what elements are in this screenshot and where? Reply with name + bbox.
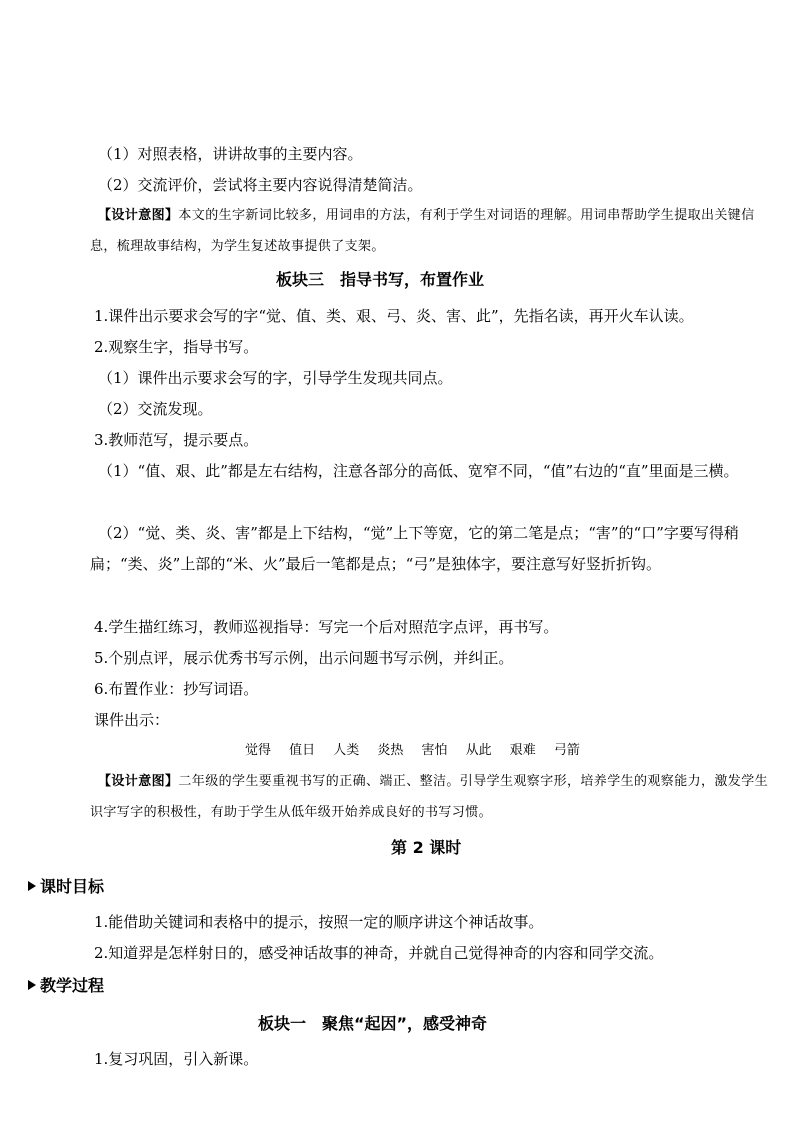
step-5-review: 5.个别点评，展示优秀书写示例，出示问题书写示例，并纠正。 (94, 649, 514, 667)
lesson-goals-heading: 课时目标 (28, 876, 104, 898)
design-intent-text: 本文的生字新词比较多，用词串的方法，有利于学生对词语的理解。用词串帮助学生提取出关键信息，梳理故事结构，为学生复述故事提供了支架。 (90, 208, 755, 254)
design-intent-text: 二年级的学生要重视书写的正确、端正、整洁。引导学生观察字形，培养学生的观察能力，激发学生识字写字的积极性，有助于学生从低年级开始养成良好的书写习惯。 (90, 774, 769, 820)
design-intent-2 (90, 766, 770, 828)
teaching-process-heading: 教学过程 (28, 975, 104, 997)
block-1-step-1: 1.复习巩固，引入新课。 (94, 1050, 259, 1068)
step-2-sub-1: （1）课件出示要求会写的字，引导学生发现共同点。 (98, 369, 453, 387)
design-intent-1 (90, 200, 770, 262)
step-3-sub-1: （1）“值、艰、此”都是左右结构，注意各部分的高低、宽窄不同，“值”右边的“直”里面是三横。 (98, 462, 739, 480)
block-3-title: 板块三 指导书写，布置作业 (276, 270, 485, 289)
step-1-courseware: 1.课件出示要求会写的字“觉、值、类、艰、弓、炎、害、此”，先指名读，再开火车认读。 (94, 307, 694, 325)
word-list: 觉得 值日 人类 炎热 害怕 从此 艰难 弓箭 (245, 743, 580, 758)
courseware-label: 课件出示： (94, 711, 170, 729)
design-intent-tag: 【设计意图】 (98, 774, 179, 789)
step-3-sub-2: （2）“觉、类、炎、害”都是上下结构，“觉”上下等宽，它的第二笔是点；“害”的“口”字要写得稍扁；“类、炎”上部的“米、火”最后一笔都是点；“弓”是独体字，要注意写好竖折折钩。 (90, 524, 739, 573)
design-intent-tag: 【设计意图】 (98, 208, 179, 223)
lesson-2-title: 第 2 课时 (391, 838, 462, 857)
triangle-bullet-icon (28, 980, 36, 990)
step-4-practice: 4.学生描红练习，教师巡视指导：写完一个后对照范字点评，再书写。 (94, 618, 559, 636)
step-2-observe: 2.观察生字，指导书写。 (94, 338, 259, 356)
step-6-homework: 6.布置作业：抄写词语。 (94, 680, 259, 698)
step-3-demo: 3.教师范写，提示要点。 (94, 431, 259, 449)
step-exchange-evaluate: （2）交流评价，尝试将主要内容说得清楚简洁。 (98, 176, 423, 194)
step-compare-table: （1）对照表格，讲讲故事的主要内容。 (98, 145, 363, 163)
goal-1: 1.能借助关键词和表格中的提示，按照一定的顺序讲这个神话故事。 (94, 913, 544, 931)
goal-2: 2.知道羿是怎样射日的，感受神话故事的神奇，并就自己觉得神奇的内容和同学交流。 (94, 944, 664, 962)
step-2-sub-2: （2）交流发现。 (98, 400, 213, 418)
triangle-bullet-icon (28, 881, 36, 891)
block-1-title: 板块一 聚焦“起因”，感受神奇 (258, 1014, 488, 1033)
